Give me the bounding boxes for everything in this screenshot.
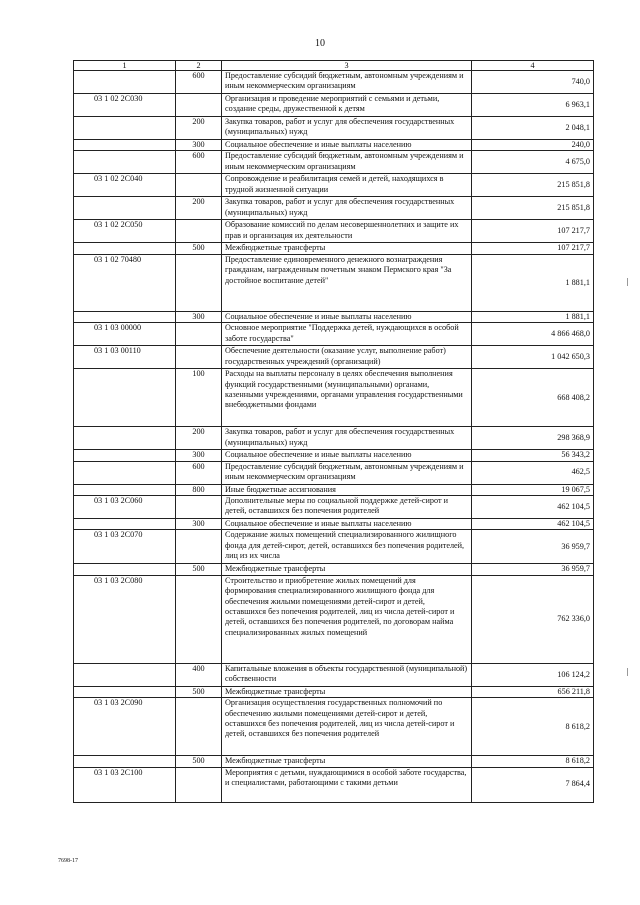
- row-expense-type-cell: [176, 94, 222, 117]
- table-row: [74, 117, 594, 140]
- row-expense-type-cell: [176, 174, 222, 197]
- row-code-cell: [74, 197, 176, 220]
- row-expense-type-cell: [176, 346, 222, 369]
- row-amount-cell: 8 618,2: [472, 698, 594, 756]
- row-code-cell: 03 1 03 2С060: [74, 496, 176, 519]
- row-expense-type-cell: 800: [176, 484, 222, 495]
- table-header-row: [74, 61, 594, 71]
- margin-mark: [627, 668, 628, 676]
- row-code-cell: 03 1 02 70480: [74, 254, 176, 311]
- row-name-cell: Социальное обеспечение и иные выплаты населению: [222, 450, 472, 461]
- row-code-cell: [74, 450, 176, 461]
- row-expense-type-cell: 600: [176, 71, 222, 94]
- row-name-cell: Предоставление субсидий бюджетным, автономным учреждениям и иным некоммерческим организациям: [222, 461, 472, 484]
- table-row: [74, 71, 594, 94]
- table-row: [74, 174, 594, 197]
- row-expense-type-cell: 500: [176, 243, 222, 254]
- row-code-cell: [74, 484, 176, 495]
- row-code-cell: 03 1 03 2С080: [74, 575, 176, 663]
- row-expense-type-cell: 500: [176, 756, 222, 767]
- row-amount-cell: 215 851,8: [472, 174, 594, 197]
- table-row: [74, 663, 594, 686]
- row-amount-cell: 462 104,5: [472, 519, 594, 530]
- row-code-cell: [74, 663, 176, 686]
- row-code-cell: [74, 427, 176, 450]
- row-expense-type-cell: [176, 698, 222, 756]
- row-expense-type-cell: 600: [176, 461, 222, 484]
- row-name-cell: Обеспечение деятельности (оказание услуг, выполнение работ) государственных учреждений (организаций): [222, 346, 472, 369]
- row-code-cell: 03 1 02 2С050: [74, 220, 176, 243]
- row-name-cell: Предоставление субсидий бюджетным, автономным учреждениям и иным некоммерческим организациям: [222, 71, 472, 94]
- row-name-cell: Организация осуществления государственных полномочий по обеспечению жилыми помещениями детей-сирот и детей, оставшихся без попечения родителей, лиц из числа детей-сирот и детей, оставшихся без попечения родителей: [222, 698, 472, 756]
- page-number: 10: [315, 38, 325, 49]
- row-expense-type-cell: 100: [176, 369, 222, 427]
- row-name-cell: Сопровождение и реабилитация семей и детей, находящихся в трудной жизненной ситуации: [222, 174, 472, 197]
- column-header: 1: [74, 61, 176, 71]
- row-code-cell: [74, 564, 176, 575]
- row-amount-cell: 107 217,7: [472, 243, 594, 254]
- row-code-cell: 03 1 03 2С090: [74, 698, 176, 756]
- table-row: [74, 311, 594, 322]
- column-header: 2: [176, 61, 222, 71]
- row-expense-type-cell: 300: [176, 311, 222, 322]
- row-expense-type-cell: [176, 575, 222, 663]
- row-amount-cell: 7 864,4: [472, 767, 594, 802]
- row-code-cell: [74, 369, 176, 427]
- row-name-cell: Социальное обеспечение и иные выплаты населению: [222, 519, 472, 530]
- table-row: [74, 254, 594, 311]
- row-name-cell: Дополнительные меры по социальной поддержке детей-сирот и детей, оставшихся без попечения родителей: [222, 496, 472, 519]
- row-amount-cell: 2 048,1: [472, 117, 594, 140]
- row-code-cell: [74, 140, 176, 151]
- row-code-cell: 03 1 02 2С040: [74, 174, 176, 197]
- table-row: [74, 767, 594, 802]
- row-name-cell: Межбюджетные трансферты: [222, 243, 472, 254]
- row-amount-cell: 656 211,8: [472, 686, 594, 697]
- row-code-cell: [74, 519, 176, 530]
- row-amount-cell: 4 675,0: [472, 151, 594, 174]
- row-expense-type-cell: 300: [176, 519, 222, 530]
- row-name-cell: Содержание жилых помещений специализированного жилищного фонда для детей-сирот, детей, оставшихся без попечения родителей, лиц из их числа: [222, 530, 472, 564]
- row-expense-type-cell: [176, 323, 222, 346]
- row-name-cell: Социальное обеспечение и иные выплаты населению: [222, 140, 472, 151]
- row-expense-type-cell: 300: [176, 450, 222, 461]
- row-name-cell: Строительство и приобретение жилых помещений для формирования специализированного жилищного фонда для обеспечения жилыми помещениями детей-сирот и детей, оставшихся без попечения родителей, лиц из числа детей-сирот и детей, оставшихся без попечения родителей, по договорам найма специализированных жилых помещений: [222, 575, 472, 663]
- row-amount-cell: 8 618,2: [472, 756, 594, 767]
- row-expense-type-cell: 400: [176, 663, 222, 686]
- table-row: [74, 243, 594, 254]
- row-expense-type-cell: 200: [176, 117, 222, 140]
- row-name-cell: Основное мероприятие "Поддержка детей, нуждающихся в особой заботе государства": [222, 323, 472, 346]
- row-expense-type-cell: 600: [176, 151, 222, 174]
- row-amount-cell: 19 067,5: [472, 484, 594, 495]
- row-amount-cell: 4 866 468,0: [472, 323, 594, 346]
- row-amount-cell: 668 408,2: [472, 369, 594, 427]
- document-footer-code: 7698-17: [58, 858, 78, 864]
- table-row: [74, 519, 594, 530]
- table-row: [74, 484, 594, 495]
- margin-mark: [627, 278, 628, 286]
- table-row: [74, 197, 594, 220]
- row-expense-type-cell: [176, 496, 222, 519]
- row-amount-cell: 1 881,1: [472, 254, 594, 311]
- row-name-cell: Социальное обеспечение и иные выплаты населению: [222, 311, 472, 322]
- table-row: [74, 575, 594, 663]
- row-expense-type-cell: 200: [176, 427, 222, 450]
- row-name-cell: Иные бюджетные ассигнования: [222, 484, 472, 495]
- row-code-cell: [74, 461, 176, 484]
- column-header: 4: [472, 61, 594, 71]
- budget-table: [73, 60, 594, 803]
- table-row: [74, 140, 594, 151]
- row-code-cell: 03 1 03 00110: [74, 346, 176, 369]
- row-amount-cell: 1 881,1: [472, 311, 594, 322]
- row-name-cell: Капитальные вложения в объекты государственной (муниципальной) собственности: [222, 663, 472, 686]
- row-name-cell: Расходы на выплаты персоналу в целях обеспечения выполнения функций государственными (муниципальными) органами, казенными учреждениями, органами управления государственными внебюджетными фондами: [222, 369, 472, 427]
- row-amount-cell: 740,0: [472, 71, 594, 94]
- table-row: [74, 564, 594, 575]
- row-code-cell: [74, 71, 176, 94]
- row-amount-cell: 240,0: [472, 140, 594, 151]
- row-name-cell: Предоставление субсидий бюджетным, автономным учреждениям и иным некоммерческим организациям: [222, 151, 472, 174]
- table-row: [74, 496, 594, 519]
- row-code-cell: [74, 686, 176, 697]
- row-amount-cell: 462 104,5: [472, 496, 594, 519]
- table-row: [74, 94, 594, 117]
- row-name-cell: Межбюджетные трансферты: [222, 756, 472, 767]
- row-code-cell: [74, 117, 176, 140]
- row-code-cell: 03 1 03 00000: [74, 323, 176, 346]
- table-row: [74, 220, 594, 243]
- row-code-cell: [74, 151, 176, 174]
- row-amount-cell: 462,5: [472, 461, 594, 484]
- row-code-cell: 03 1 03 2С070: [74, 530, 176, 564]
- row-expense-type-cell: 500: [176, 564, 222, 575]
- row-name-cell: Организация и проведение мероприятий с семьями и детьми, создание среды, дружественной к детям: [222, 94, 472, 117]
- row-expense-type-cell: [176, 530, 222, 564]
- row-name-cell: Межбюджетные трансферты: [222, 564, 472, 575]
- row-expense-type-cell: [176, 767, 222, 802]
- row-amount-cell: 298 368,9: [472, 427, 594, 450]
- row-amount-cell: 36 959,7: [472, 564, 594, 575]
- table-row: [74, 450, 594, 461]
- row-amount-cell: 106 124,2: [472, 663, 594, 686]
- column-header: 3: [222, 61, 472, 71]
- row-amount-cell: 215 851,8: [472, 197, 594, 220]
- row-name-cell: Образование комиссий по делам несовершеннолетних и защите их прав и организация их деятельности: [222, 220, 472, 243]
- row-amount-cell: 36 959,7: [472, 530, 594, 564]
- row-expense-type-cell: 300: [176, 140, 222, 151]
- row-name-cell: Закупка товаров, работ и услуг для обеспечения государственных (муниципальных) нужд: [222, 427, 472, 450]
- row-code-cell: [74, 756, 176, 767]
- row-amount-cell: 762 336,0: [472, 575, 594, 663]
- row-name-cell: Предоставление единовременного денежного вознаграждения гражданам, награжденным почетным знаком Пермского края "За достойное воспитание детей": [222, 254, 472, 311]
- table-row: [74, 530, 594, 564]
- table-row: [74, 756, 594, 767]
- row-name-cell: Закупка товаров, работ и услуг для обеспечения государственных (муниципальных) нужд: [222, 197, 472, 220]
- table-row: [74, 461, 594, 484]
- row-code-cell: 03 1 02 2С030: [74, 94, 176, 117]
- row-amount-cell: 6 963,1: [472, 94, 594, 117]
- table-row: [74, 151, 594, 174]
- row-name-cell: Закупка товаров, работ и услуг для обеспечения государственных (муниципальных) нужд: [222, 117, 472, 140]
- row-name-cell: Межбюджетные трансферты: [222, 686, 472, 697]
- row-expense-type-cell: 500: [176, 686, 222, 697]
- table-row: [74, 698, 594, 756]
- row-code-cell: [74, 311, 176, 322]
- table-row: [74, 427, 594, 450]
- row-amount-cell: 56 343,2: [472, 450, 594, 461]
- table-row: [74, 346, 594, 369]
- table-row: [74, 369, 594, 427]
- row-name-cell: Мероприятия с детьми, нуждающимися в особой заботе государства, и специалистами, работающими с такими детьми: [222, 767, 472, 802]
- row-expense-type-cell: [176, 220, 222, 243]
- row-expense-type-cell: [176, 254, 222, 311]
- table-row: [74, 686, 594, 697]
- row-expense-type-cell: 200: [176, 197, 222, 220]
- row-amount-cell: 1 042 650,3: [472, 346, 594, 369]
- table-row: [74, 323, 594, 346]
- row-code-cell: 03 1 03 2С100: [74, 767, 176, 802]
- row-amount-cell: 107 217,7: [472, 220, 594, 243]
- row-code-cell: [74, 243, 176, 254]
